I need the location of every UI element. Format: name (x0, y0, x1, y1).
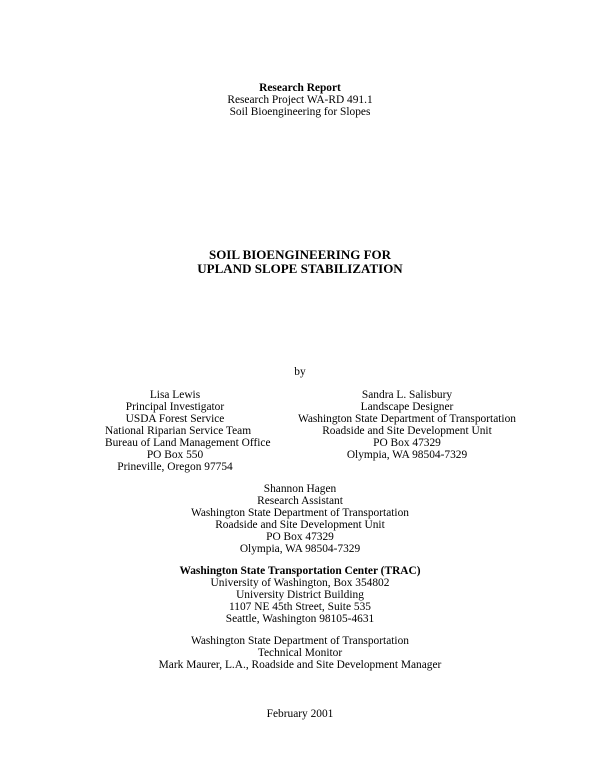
by-label: by (294, 366, 306, 378)
title-line-1: SOIL BIOENGINEERING FOR (208, 247, 392, 262)
author-center (0, 483, 600, 555)
author-right (290, 389, 524, 461)
author-line: Principal Investigator (125, 401, 225, 413)
author-left (105, 389, 271, 473)
author-line: Bureau of Land Management Office (105, 437, 271, 449)
title-line-2: UPLAND SLOPE STABILIZATION (197, 261, 403, 276)
trac-block (0, 565, 600, 625)
author-line: PO Box 550 (146, 449, 204, 461)
trac-line: Seattle, Washington 98105-4631 (225, 613, 375, 625)
monitor-line: Mark Maurer, L.A., Roadside and Site Development Manager (158, 659, 442, 671)
monitor-line: Technical Monitor (257, 647, 343, 659)
author-line: Roadside and Site Development Unit (215, 519, 385, 531)
author-line: Washington State Department of Transportation (297, 413, 516, 425)
report-title (0, 248, 600, 276)
author-line: Research Assistant (257, 495, 343, 507)
author-line: Olympia, WA 98504-7329 (239, 543, 361, 555)
author-line: Landscape Designer (360, 401, 454, 413)
trac-line: University District Building (236, 589, 364, 601)
author-name: Shannon Hagen (263, 483, 337, 495)
project-subject: Soil Bioengineering for Slopes (229, 106, 371, 118)
author-line: PO Box 47329 (373, 437, 441, 449)
author-line: Washington State Department of Transportation (190, 507, 409, 519)
report-header (0, 82, 600, 118)
author-line: PO Box 47329 (266, 531, 334, 543)
author-line: Olympia, WA 98504-7329 (346, 449, 468, 461)
technical-monitor-block (0, 635, 600, 671)
trac-line: University of Washington, Box 354802 (210, 577, 390, 589)
monitor-line: Washington State Department of Transportation (190, 635, 409, 647)
trac-line: 1107 NE 45th Street, Suite 535 (229, 601, 371, 613)
report-type: Research Report (259, 82, 341, 94)
author-line: USDA Forest Service (125, 413, 225, 425)
author-name: Lisa Lewis (149, 389, 201, 401)
author-line: Prineville, Oregon 97754 (117, 461, 233, 473)
author-line: National Riparian Service Team (105, 425, 252, 437)
project-number: Research Project WA-RD 491.1 (227, 94, 373, 106)
report-date: February 2001 (266, 708, 334, 720)
author-line: Roadside and Site Development Unit (322, 425, 492, 437)
author-name: Sandra L. Salisbury (361, 389, 453, 401)
trac-name: Washington State Transportation Center (TRAC) (179, 565, 421, 577)
